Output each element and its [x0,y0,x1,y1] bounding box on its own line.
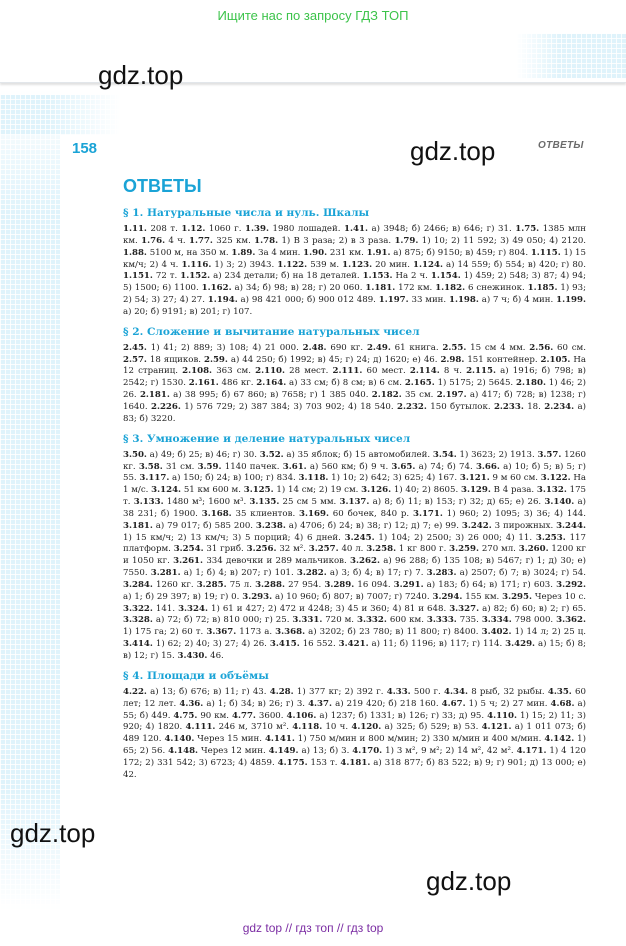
section [123,325,586,426]
section-heading: § 3. Умножение и деление натуральных чисел [123,432,411,445]
section [123,432,586,663]
answers-content [123,206,586,788]
page-number: 158 [72,140,98,157]
top-banner[interactable]: Ищите нас по запросу ГДЗ ТОП [217,8,409,23]
watermark: gdz.top [10,818,96,848]
section-body: 1.11. 208 т. 1.12. 1060 г. 1.39. 1980 лошадей. 1.41. а) 3948; б) 2466; в) 646; г) 31. 1.75. 1385 млн км. 1.76. 4 ч. 1.77. 325 км. 1.78. 1) В 3 раза; 2) в 3 раза. 1.79. 1) 10; 2) 11 592; 3) 49 050; 4) 2120. 1.88. 5100 м, на 350 м. 1.89. За 4 мин. 1.90. 231 км. 1.91. а) 875; б) 9150; в) 459; г) 804. 1.115. 1) 15 км/ч; 2) 4 ч. 1.116. 1) 3; 2) 3943. 1.122. 539 м. 1.123. 20 мин. 1.124. а) 14 559; б) 554; в) 420; г) 80. 1.151. 72 т. 1.152. а) 234 детали; б) на 18 деталей. 1.153. На 2 ч. 1.154. 1) 459; 2) 548; 3) 87; 4) 94; 5) 1500; 6) 1100. 1.162. а) 34; б) 98; в) 28; г) 20 060. 1.181. 172 км. 1.182. 6 снежинок. 1.185. 1) 93; 2) 54; 3) 27; 4) 27. 1.194. а) 98 421 000; б) 900 012 489. 1.197. 33 мин. 1.198. а) 7 ч; б) 4 мин. 1.199. а) 20; б) 9191; в) 201; г) 107. [123,224,587,317]
grid-decoration-top-right [516,34,626,78]
section-heading: § 1. Натуральные числа и нуль. Шкалы [123,207,370,219]
page-title: ОТВЕТЫ [123,176,202,196]
section-body: 4.22. а) 13; б) 676; в) 11; г) 43. 4.28. 1) 377 кг; 2) 392 г. 4.33. 500 г. 4.34. 8 рыб, 32 рыбы. 4.35. 60 лет; 12 лет. 4.36. а) 1; б) 34; в) 26; г) 3. 4.37. а) 219 420; б) 218 160. 4.67. 1) 5 ч; 2) 27 мин. 4.68. а) 55; б) 449. 4.75. 90 км. 4.77. 3600. 4.106. а) 1237; б) 1331; в) 126; г) 33; д) 95. 4.110. 1) 15; 2) 11; 3) 920; 4) 1820. 4.111. 246 м, 3710 м². 4.118. 10 ч. 4.120. а) 325; б) 529; в) 53. 4.121. а) 1 011 073; б) 489 120. 4.140. Через 15 мин. 4.141. 1) 750 м/мин и 800 м/мин; 2) 330 м/мин и 400 м/мин. 4.142. 1) 65; 2) 56. 4.148. Через 12 мин. 4.149. а) 13; б) 3. 4.170. 1) 3 м², 9 м²; 2) 14 м², 42 м². 4.171. 1) 4 120 172; 2) 331 542; 3) 6723; 4) 4859. 4.175. 153 т. 4.181. а) 318 877; б) 83 522; в) 9; г) 901; д) 13 000; е) 42. [123,686,586,780]
section-body: 2.45. 1) 41; 2) 889; 3) 108; 4) 21 000. 2.48. 690 кг. 2.49. 61 книга. 2.55. 15 см 4 мм. 2.56. 60 см. 2.57. 18 ящиков. 2.59. а) 44 250; б) 1992; в) 45; г) 24; д) 1620; е) 46. 2.98. 151 контейнер. 2.105. На 12 страниц. 2.108. 363 см. 2.110. 28 мест. 2.111. 60 мест. 2.114. 8 ч. 2.115. а) 1916; б) 798; в) 2542; г) 1530. 2.161. 486 кг. 2.164. а) 33 см; б) 8 см; в) 6 см. 2.165. 1) 5175; 2) 5645. 2.180. 1) 46; 2) 26. 2.181. а) 38 995; б) 67 860; в) 7658; г) 1 385 040. 2.182. 35 см. 2.197. а) 417; б) 728; в) 1238; г) 1640. 2.226. 1) 576 729; 2) 387 384; 3) 703 902; 4) 18 540. 2.232. 150 бутылок. 2.233. 18. 2.234. а) 83; б) 3220. [123,342,586,424]
section [123,206,586,319]
section-heading: § 2. Сложение и вычитание натуральных чисел [123,325,420,338]
watermark: gdz.top [98,60,184,90]
watermark: gdz.top [410,136,496,166]
watermark: gdz.top [426,866,512,896]
grid-decoration-top-left [0,95,120,135]
section-body: 3.50. а) 49; б) 25; в) 46; г) 30. 3.52. а) 35 яблок; б) 15 автомобилей. 3.54. 1) 3623; 2) 1913. 3.57. 1260 кг. 3.58. 31 см. 3.59. 1140 пачек. 3.61. а) 560 км; б) 9 ч. 3.65. а) 74; б) 74. 3.66. а) 10; б) 5; в) 5; г) 55. 3.117. а) 150; б) 24; в) 100; г) 834. 3.118. 1) 10; 2) 642; 3) 625; 4) 167. 3.121. 9 м 60 см. 3.122. На 1 м/с. 3.124. 51 км 600 м. 3.125. 1) 14 см; 2) 19 см. 3.126. 1) 40; 2) 8605. 3.129. В 4 раза. 3.132. 175 т. 3.133. 1480 м³; 1600 м³. 3.135. 25 см 5 мм. 3.137. а) 8; б) 11; в) 153; г) 32; д) 65; е) 26. 3.140. а) 38 231; б) 1900. 3.168. 35 клиентов. 3.169. 60 бочек, 840 р. 3.171. 1) 960; 2) 1095; 3) 36; 4) 144. 3.181. а) 79 017; б) 585 200. 3.238. а) 4706; б) 24; в) 38; г) 12; д) 7; е) 99. 3.242. 3 пирожных. 3.244. 1) 15 км/ч; 2) 13 км/ч; 3) 5 порций; 4) 6 дней. 3.245. 1) 104; 2) 2500; 3) 26 000; 4) 11. 3.253. 117 платформ. 3.254. 31 гриб. 3.256. 32 м². 3.257. 40 л. 3.258. 1 кг 800 г. 3.259. 270 мл. 3.260. 1200 кг и 1050 кг. 3.261. 334 девочки и 289 мальчиков. 3.262. а) 96 288; б) 135 108; в) 5467; г) 1; д) 30; е) 7550. 3.281. а) 1; б) 4; в) 207; г) 101. 3.282. а) 3; б) 4; в) 17; г) 7. 3.283. а) 2507; б) 7; в) 3024; г) 54. 3.284. 1260 кг. 3.285. 75 л. 3.288. 27 954. 3.289. 16 094. 3.291. а) 183; б) 64; в) 171; г) 603. 3.292. а) 1; б) 29 397; в) 19; г) 0. 3.293. а) 10 960; б) 807; в) 7007; г) 7240. 3.294. 155 км. 3.295. Через 10 с. 3.322. 141. 3.324. 1) 61 и 427; 2) 472 и 4248; 3) 45 и 360; 4) 81 и 648. 3.327. а) 82; б) 60; в) 2; г) 65. 3.328. а) 72; б) 72; в) 810 000; г) 25. 3.331. 720 м. 3.332. 600 км. 3.333. 735. 3.334. 798 000. 3.362. 1) 175 га; 2) 60 т. 3.367. 1173 а. 3.368. а) 3202; б) 23 780; в) 11 800; г) 8400. 3.402. 1) 14 л; 2) 25 ц. 3.414. 1) 62; 2) 40; 3) 27; 4) 26. 3.415. 16 552. 3.421. а) 11; б) 1196; в) 117; г) 114. 3.429. а) 15; б) 8; в) 12; г) 15. 3.430. 46. [123,449,587,661]
grid-decoration-left [0,90,60,910]
footer-links[interactable]: gdz top // гдз топ // гдз top [242,921,384,935]
section [123,669,586,782]
running-head: ОТВЕТЫ [538,140,584,151]
section-heading: § 4. Площади и объёмы [123,669,269,682]
